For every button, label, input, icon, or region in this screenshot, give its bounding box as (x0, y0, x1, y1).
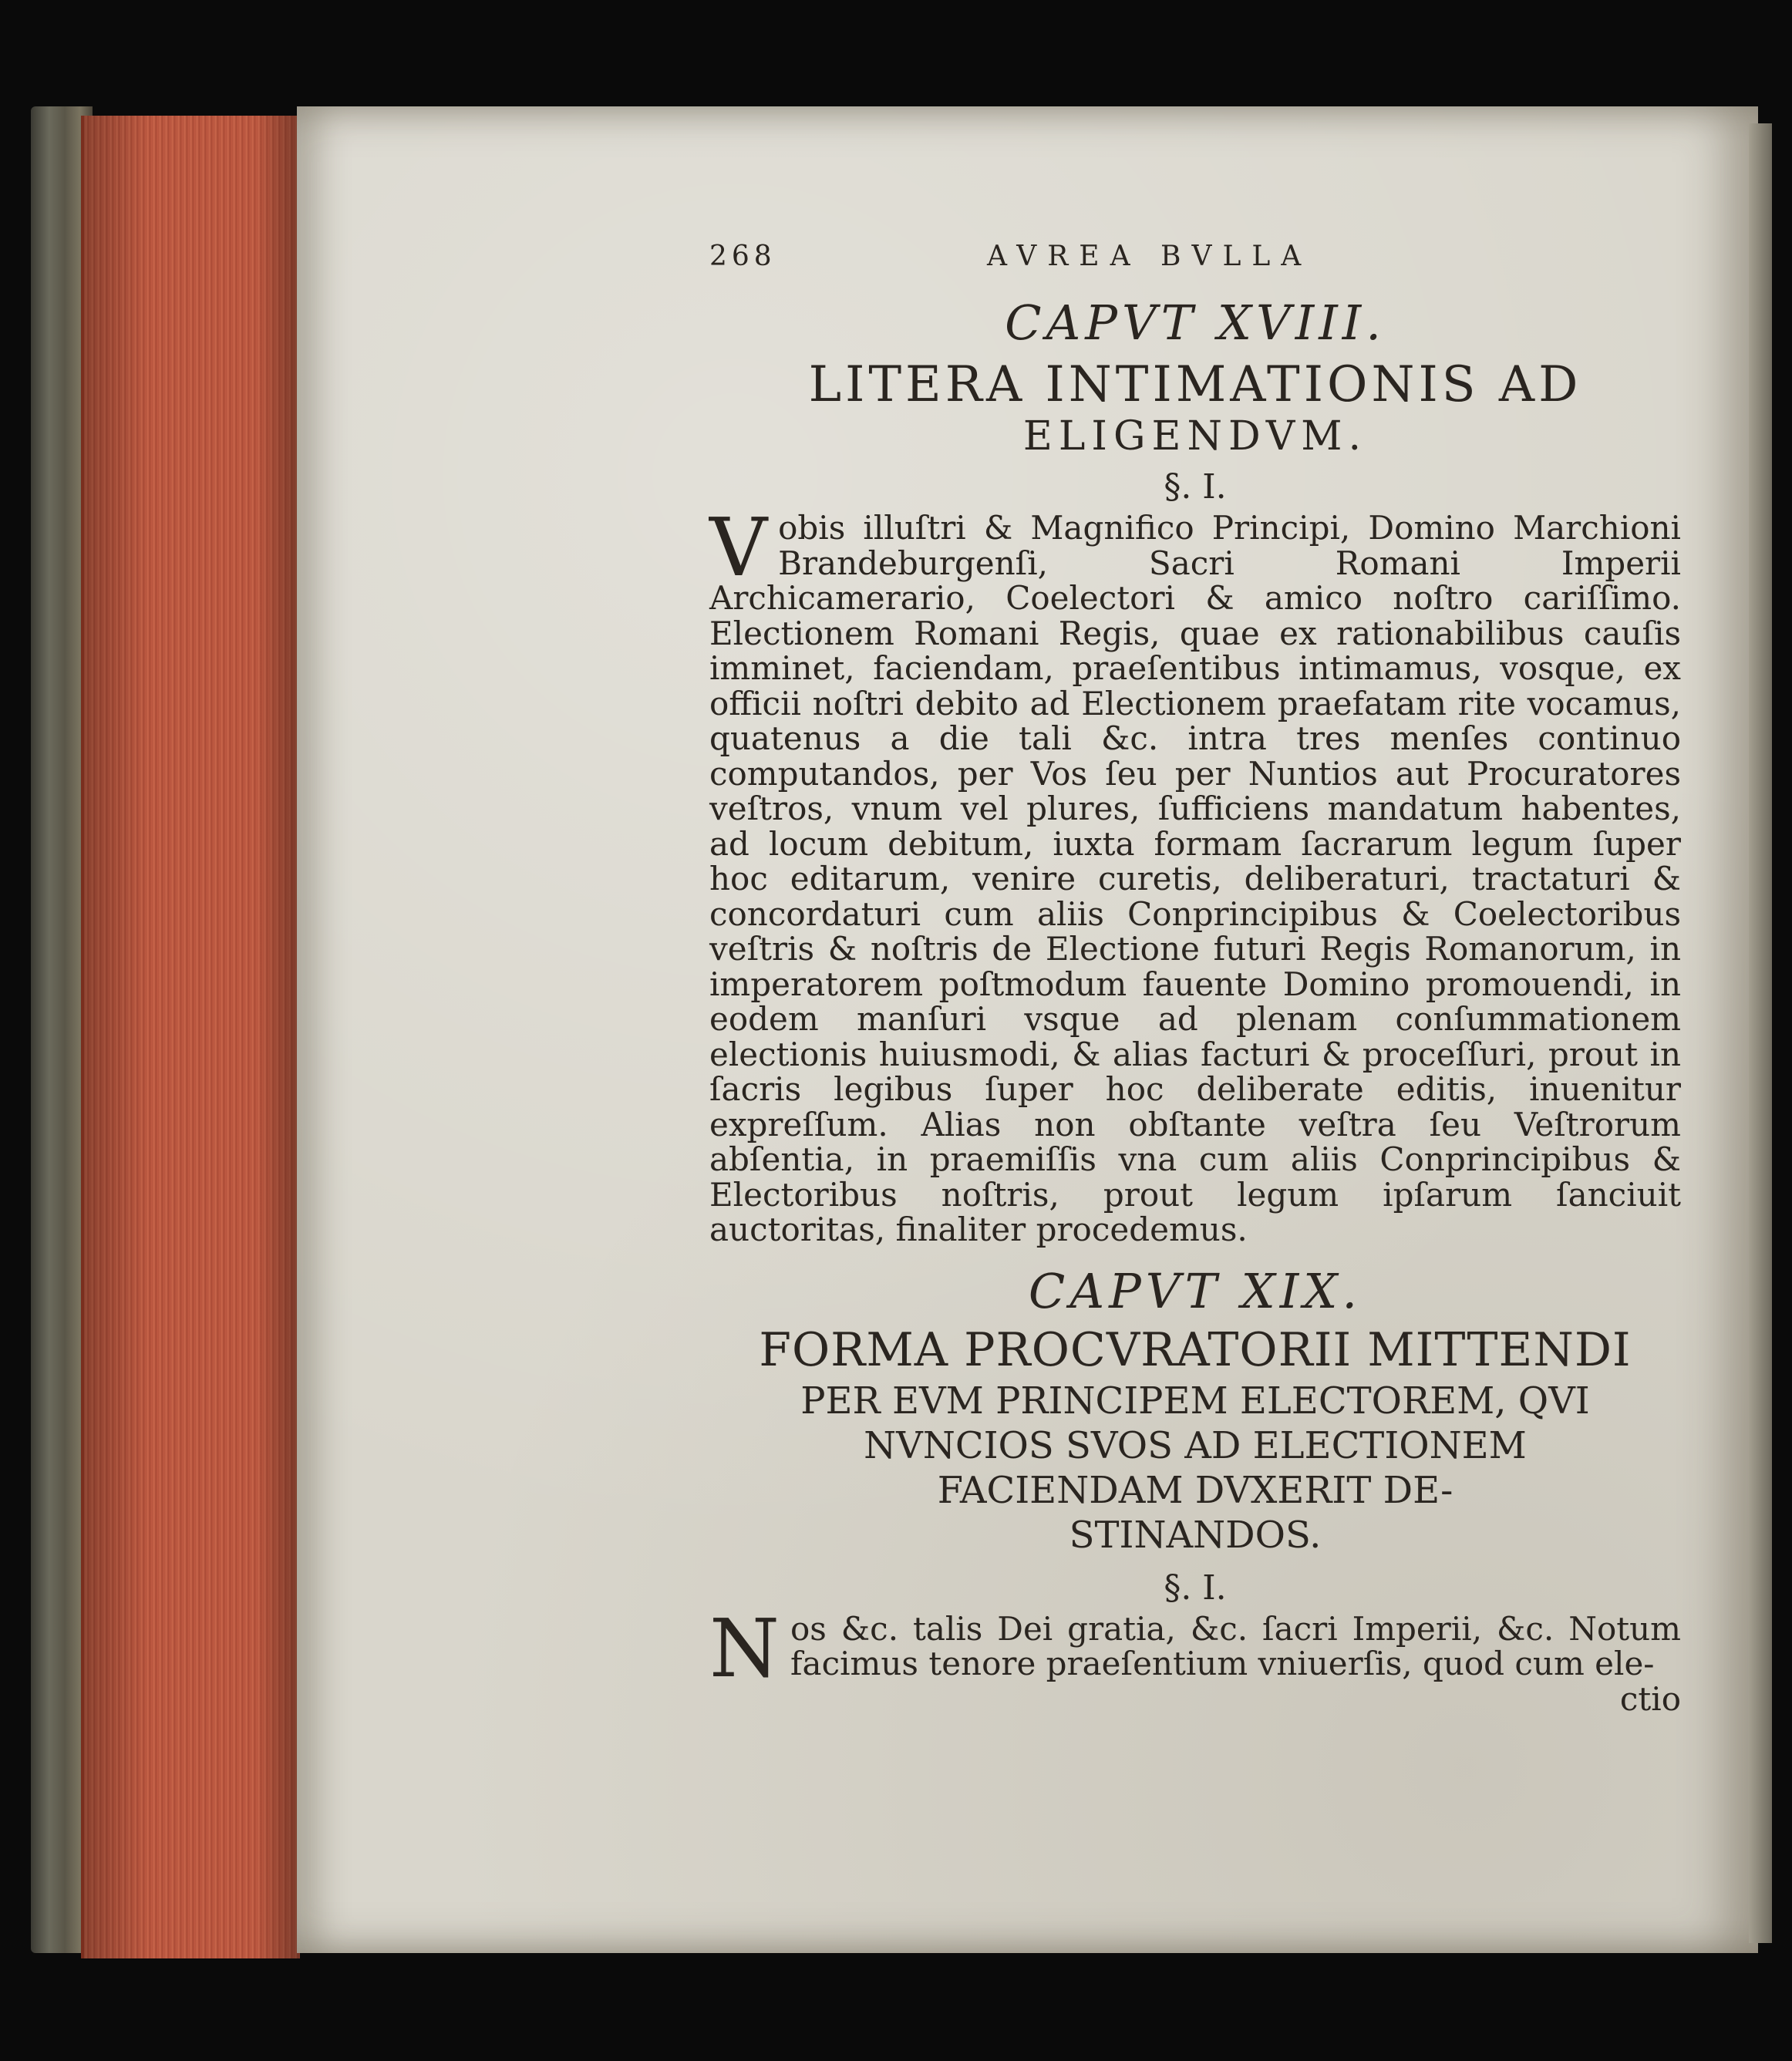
subtitle-line: NVNCIOS SVOS AD ELECTIONEM (864, 1423, 1527, 1467)
drop-cap: N (709, 1601, 780, 1696)
subtitle-line: FACIENDAM DVXERIT DE- (937, 1468, 1453, 1512)
chapter-19-section: §. I. (1164, 1568, 1227, 1608)
catchword: ctio (1619, 1679, 1681, 1718)
chapter-19-text: os &c. talis Dei gratia, &c. ſacri Imperii, &c. Notum facimus tenore praeſentium vniuerſis, quod cum ele- (790, 1609, 1681, 1683)
subtitle-line: STINANDOS. (1069, 1513, 1322, 1557)
running-head (709, 231, 1681, 278)
chapter-18-section: §. I. (1164, 467, 1227, 507)
chapter-19-paragraph (709, 1601, 1681, 1718)
text-block (709, 231, 1681, 1716)
chapter-19-subtitle (709, 1379, 1681, 1558)
chapter-18-heading: CAPVT XVIII. (1005, 295, 1386, 351)
chapter-18-paragraph (709, 500, 1681, 1249)
chapter-18-title-line2: ELIGENDVM. (1022, 413, 1368, 460)
drop-cap: V (709, 500, 768, 595)
chapter-18-text: obis illuſtri & Magnifico Principi, Domino Marchioni Brandeburgenſi, Sacri Romani Imperii Archicamerario, Coelectori & amico noſtro cariſſimo. Electionem Romani Regis, quae ex rationabilibus cauſis imminet, faciendam, praeſentibus intimamus, vosque, ex officii noſtri debito ad Electionem praefatam rite vocamus, quatenus a die tali &c. intra tres menſes continuo computandos, per Vos ſeu per Nuntios aut Procuratores veſtros, vnum vel plures, ſufficiens mandatum habentes, ad locum debitum, iuxta formam ſacrarum legum ſuper hoc editarum, venire curetis, deliberaturi, tractaturi & concordaturi cum aliis Conprincipibus & Coelectoribus veſtris & noſtris de Electione futuri Regis Romanorum, in imperatorem poſtmodum fauente Domino promouendi, in eodem manſuri vsque ad plenam conſummationem electionis huiusmodi, & alias facturi & proceſſuri, prout in ſacris legibus ſuper hoc deliberate editis, inuenitur expreſſum. Alias non obſtante veſtra ſeu Veſtrorum abſentia, in praemiſſis vna cum aliis Conprincipibus & Electoribus noſtris, prout legum ipſarum ſanciuit auctoritas, finaliter procedemus. (709, 509, 1681, 1249)
chapter-19-title: FORMA PROCVRATORII MITTENDI (759, 1322, 1632, 1377)
page-number: 268 (709, 241, 776, 272)
running-title: AVREA BVLLA (987, 241, 1312, 272)
page-edges (81, 116, 300, 1958)
chapter-19-heading: CAPVT XIX. (1028, 1262, 1363, 1319)
page-gutter (1749, 123, 1772, 1943)
chapter-18-title: LITERA INTIMATIONIS AD (808, 356, 1582, 413)
subtitle-line: PER EVM PRINCIPEM ELECTOREM, QVI (800, 1379, 1590, 1423)
